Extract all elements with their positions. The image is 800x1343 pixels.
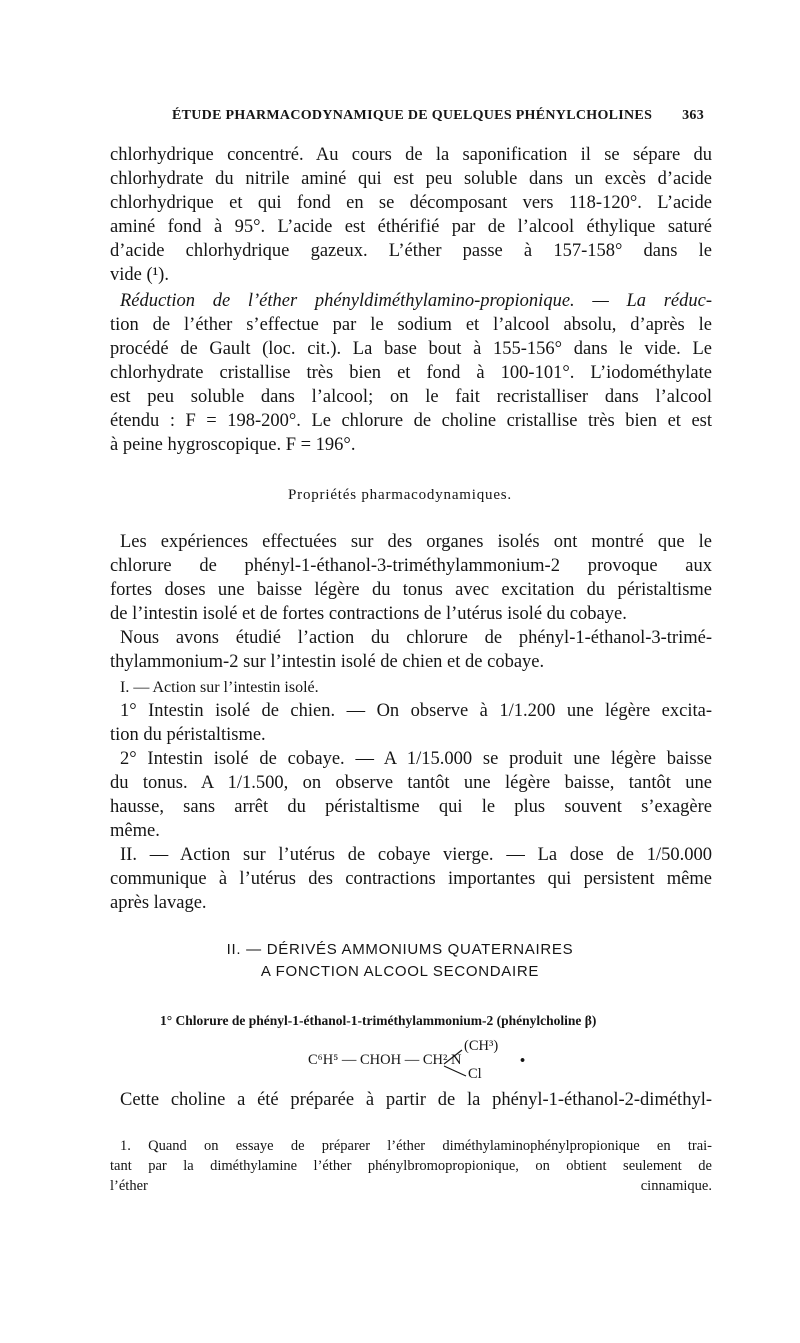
formula-dot: • <box>520 1053 526 1069</box>
text-line: chlorhydrate cristallise très bien et fond à 100-101°. L’iodométhylate <box>110 363 712 383</box>
text-line: à peine hygroscopique. F = 196°. <box>110 435 356 455</box>
text-line: Réduction de l’éther phényldiméthylamino-propionique. — La réduc- <box>120 291 712 311</box>
text-line: même. <box>110 821 160 841</box>
text-line: tion du péristaltisme. <box>110 725 266 745</box>
footnote-line: 1. Quand on essaye de préparer l’éther diméthylaminophénylpropionique en trai- <box>120 1138 712 1154</box>
text-line: 1° Intestin isolé de chien. — On observe à 1/1.200 une légère excita- <box>120 701 712 721</box>
text-line: 2° Intestin isolé de cobaye. — A 1/15.000 se produit une légère baisse <box>120 749 712 769</box>
chapter-heading: II. — DÉRIVÉS AMMONIUMS QUATERNAIRES <box>226 941 574 958</box>
text-line: II. — Action sur l’utérus de cobaye vierge. — La dose de 1/50.000 <box>120 845 712 865</box>
page-number: 363 <box>682 108 704 123</box>
text-line: du tonus. A 1/1.500, on observe tantôt une légère baisse, tantôt une <box>110 773 712 793</box>
section-heading: Propriétés pharmacodynamiques. <box>288 487 512 503</box>
text-line: Les expériences effectuées sur des organes isolés ont montré que le <box>120 532 712 552</box>
text-line: vide (¹). <box>110 265 169 285</box>
running-title: ÉTUDE PHARMACODYNAMIQUE DE QUELQUES PHÉNYLCHOLINES <box>172 108 653 123</box>
text-line: étendu : F = 198-200°. Le chlorure de choline cristallise très bien et est <box>110 411 712 431</box>
text-line: hausse, sans arrêt du péristaltisme qui le plus souvent s’exagère <box>110 797 712 817</box>
chemical-formula <box>308 1040 568 1086</box>
text-line: Cette choline a été préparée à partir de la phényl-1-éthanol-2-diméthyl- <box>120 1090 712 1110</box>
text-line: communique à l’utérus des contractions importantes qui persistent même <box>110 869 712 889</box>
text-line: thylammonium-2 sur l’intestin isolé de chien et de cobaye. <box>110 652 545 672</box>
text-line: Nous avons étudié l’action du chlorure de phényl-1-éthanol-3-trimé- <box>120 628 712 648</box>
formula-main: C⁶H⁵ — CHOH — CH² N <box>308 1052 462 1068</box>
text-line: chlorhydrate du nitrile aminé qui est peu soluble dans un excès d’acide <box>110 169 712 189</box>
text-line: chlorure de phényl-1-éthanol-3-triméthylammonium-2 provoque aux <box>110 556 712 576</box>
text-line: tion de l’éther s’effectue par le sodium et l’alcool absolu, d’après le <box>110 315 712 335</box>
text-line: de l’intestin isolé et de fortes contractions de l’utérus isolé du cobaye. <box>110 604 627 624</box>
subsection-heading: I. — Action sur l’intestin isolé. <box>120 679 319 696</box>
compound-title: 1° Chlorure de phényl-1-éthanol-1-triméthylammonium-2 (phénylcholine β) <box>160 1013 597 1028</box>
text-line: aminé fond à 95°. L’acide est éthérifié par de l’alcool éthylique saturé <box>110 217 712 237</box>
text-line: après lavage. <box>110 893 207 913</box>
footnote-line: l’éther cinnamique. <box>110 1178 712 1194</box>
chapter-subheading: A FONCTION ALCOOL SECONDAIRE <box>260 963 540 980</box>
formula-upper: (CH³) <box>464 1038 499 1054</box>
text-line: chlorhydrique et qui fond en se décomposant vers 118-120°. L’acide <box>110 193 712 213</box>
text-line: est peu soluble dans l’alcool; on le fait recristalliser dans l’alcool <box>110 387 712 407</box>
formula-lower: Cl <box>468 1066 482 1082</box>
text-line: procédé de Gault (loc. cit.). La base bout à 155-156° dans le vide. Le <box>110 339 712 359</box>
footnote-line: tant par la diméthylamine l’éther phénylbromopropionique, on obtient seulement de <box>110 1158 712 1174</box>
text-line: d’acide chlorhydrique gazeux. L’éther passe à 157-158° dans le <box>110 241 712 261</box>
text-line: chlorhydrique concentré. Au cours de la saponification il se sépare du <box>110 145 712 165</box>
text-line: fortes doses une baisse légère du tonus avec excitation du péristaltisme <box>110 580 712 600</box>
